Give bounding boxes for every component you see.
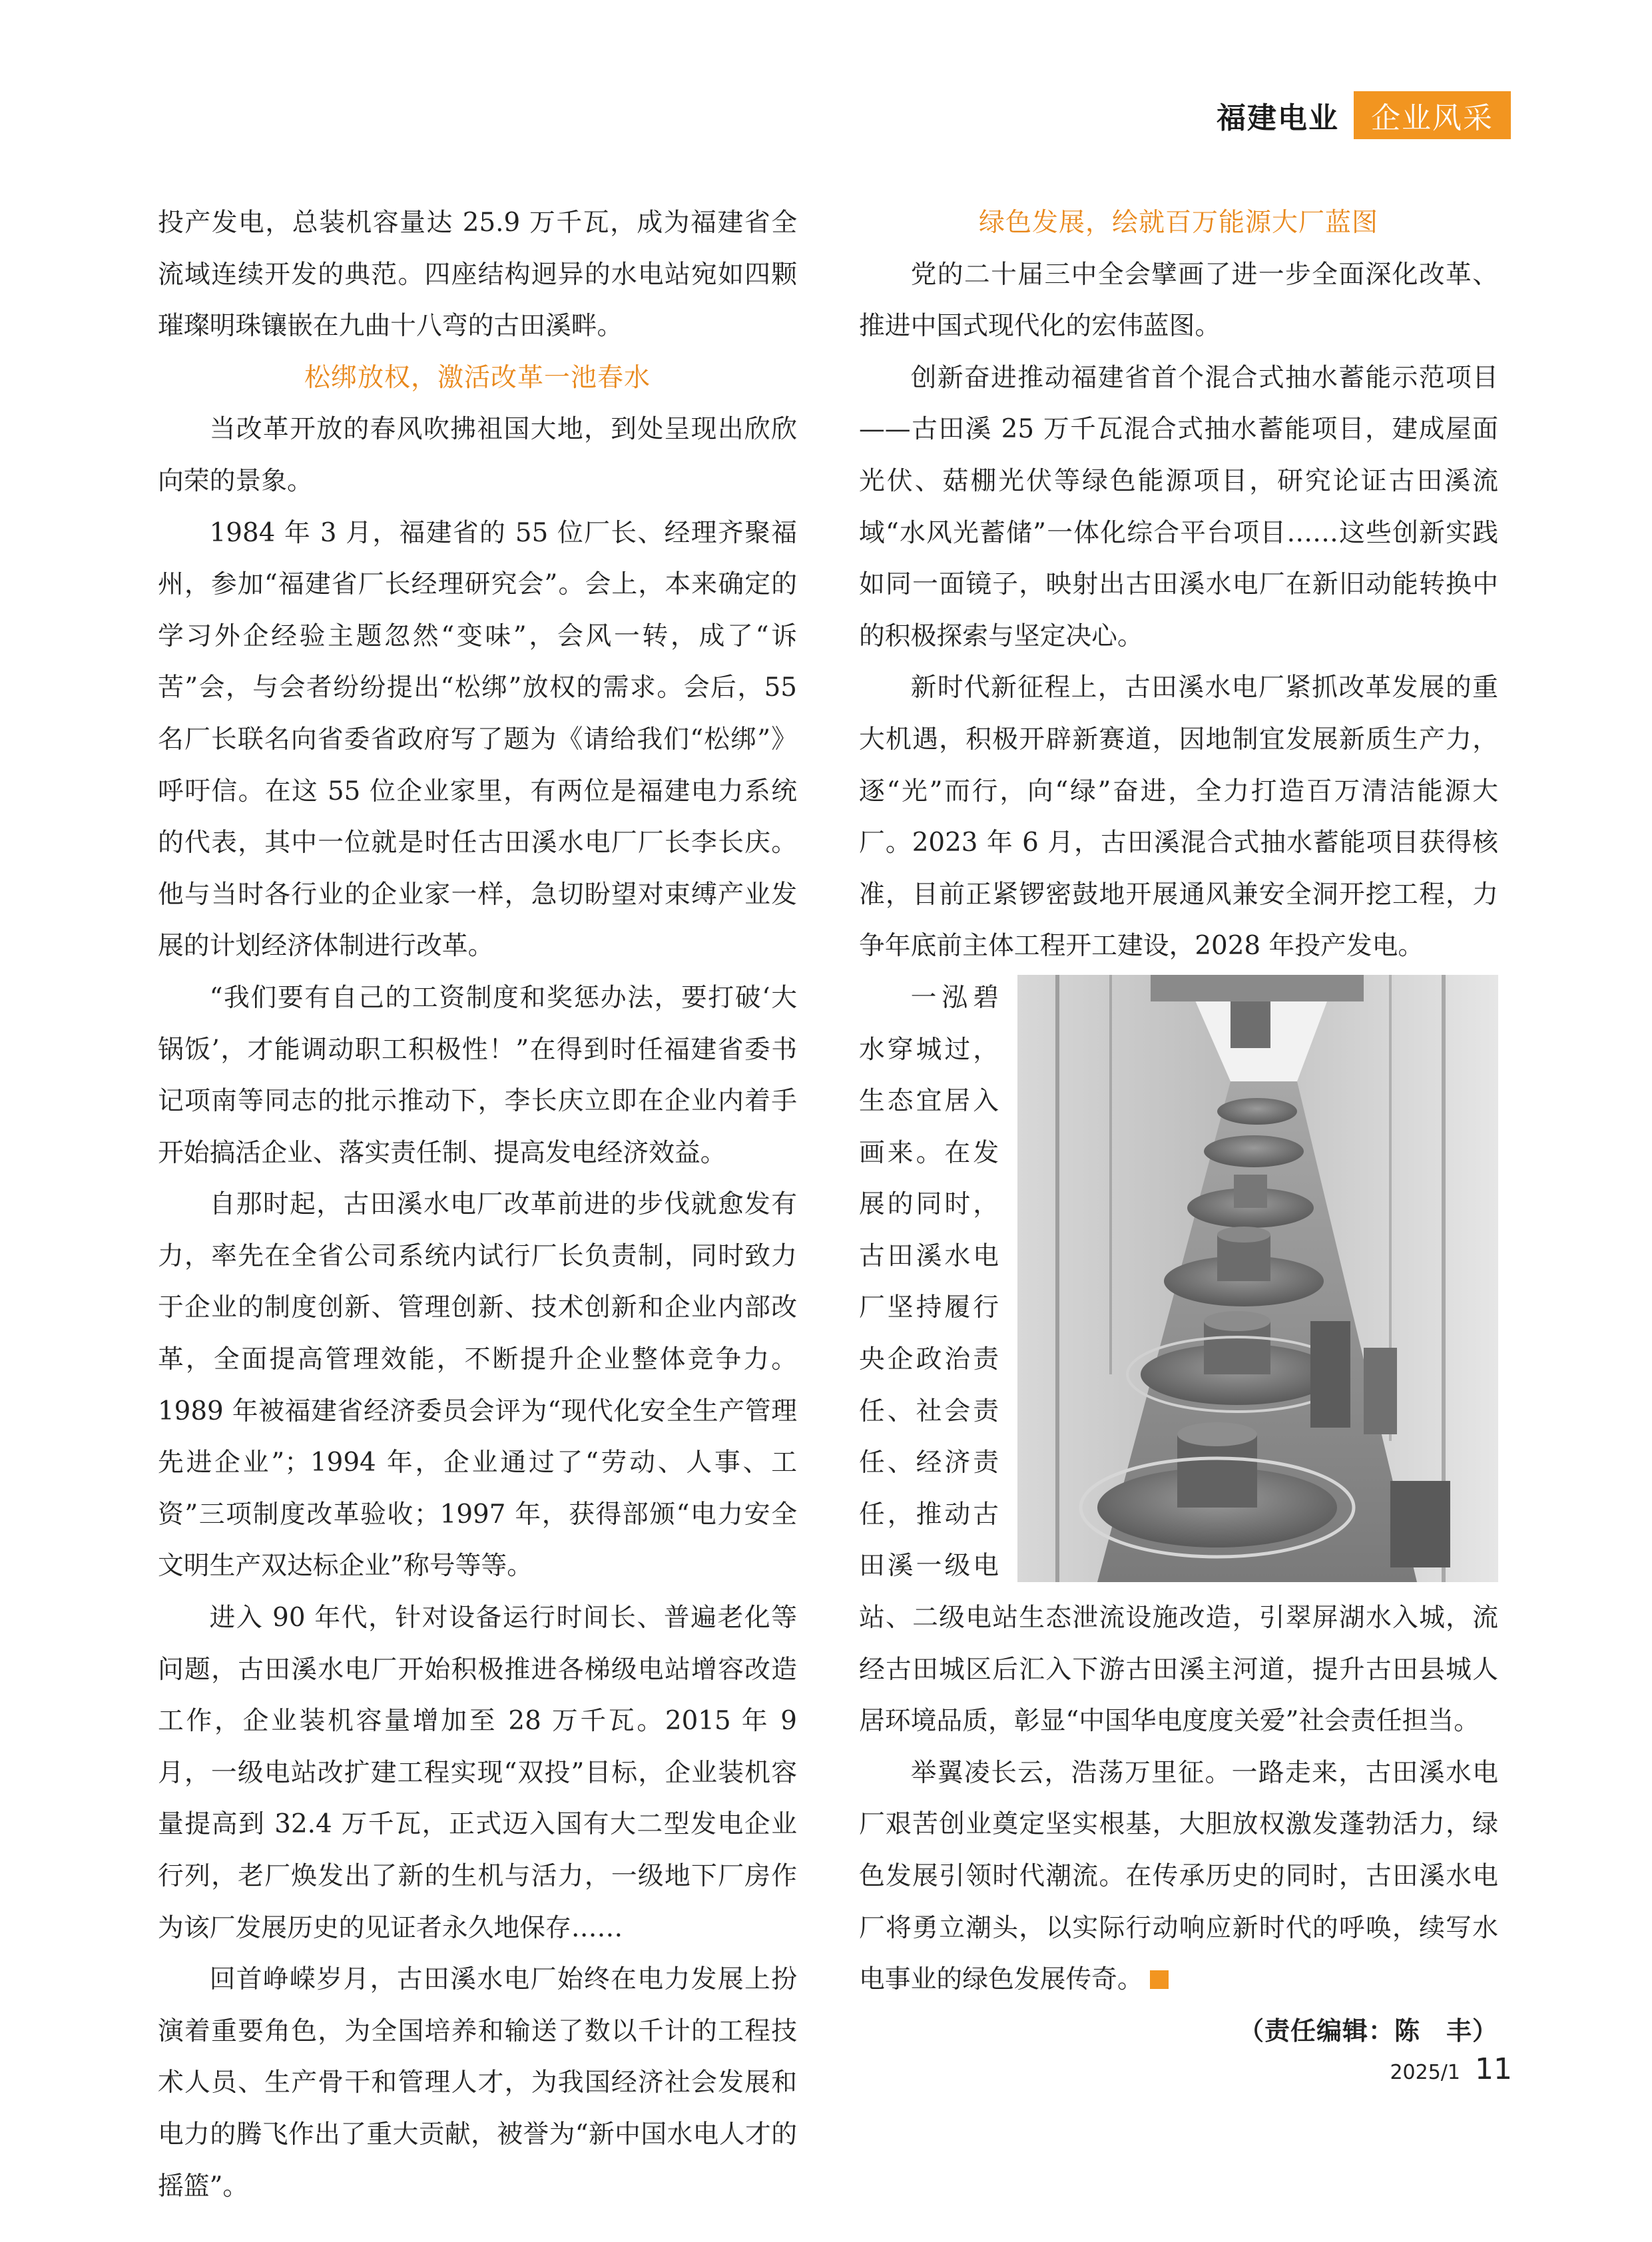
page-number: 11 (1475, 2052, 1512, 2086)
left-column (158, 197, 797, 2212)
paragraph (859, 1747, 1498, 2006)
paragraph-text: 举翼凌长云，浩荡万里征。一路走来，古田溪水电厂艰苦创业奠定坚实根基，大胆放权激发蓬勃活力，绿色发展引领时代潮流。在传承历史的同时，古田溪水电厂将勇立潮头，以实际行动响应新时代的呼唤，续写水电事业的绿色发展传奇。 (859, 1757, 1498, 1995)
paragraph: 进入 90 年代，针对设备运行时间长、普遍老化等问题，古田溪水电厂开始积极推进各梯级电站增容改造工作，企业装机容量增加至 28 万千瓦。2015 年 9 月，一级电站改扩建工程实现“双投”目标，企业装机容量提高到 32.4 万千瓦，正式迈入国有大二型发电企业行列，老厂焕发出了新的生机与活力，一级地下厂房作为该厂发展历史的见证者永久地保存…… (158, 1603, 797, 1943)
page-header (1217, 93, 1511, 137)
section-heading: 松绑放权，激活改革一池春水 (304, 362, 651, 393)
end-square-icon (1150, 1970, 1169, 1989)
page-footer (1390, 2052, 1512, 2086)
paragraph: 自那时起，古田溪水电厂改革前进的步伐就愈发有力，率先在全省公司系统内试行厂长负责制，同时致力于企业的制度创新、管理创新、技术创新和企业内部改革，全面提高管理效能，不断提升企业整体竞争力。1989 年被福建省经济委员会评为“现代化安全生产管理先进企业”；1994 年，企业通过了“劳动、人事、工资”三项制度改革验收；1997 年，获得部颁“电力安全文明生产双达标企业”称号等等。 (158, 1189, 797, 1581)
editor-credit: （责任编辑：陈 丰） (1238, 2016, 1498, 2046)
paragraph: 党的二十届三中全会擘画了进一步全面深化改革、推进中国式现代化的宏伟蓝图。 (859, 259, 1498, 342)
paragraph: “我们要有自己的工资制度和奖惩办法，要打破‘大锅饭’，才能调动职工积极性！”在得到时任福建省委书记项南等同志的批示推动下，李长庆立即在企业内着手开始搞活企业、落实责任制、提高发电经济效益。 (158, 982, 797, 1168)
paragraph: 当改革开放的春风吹拂祖国大地，到处呈现出欣欣向荣的景象。 (158, 414, 797, 496)
paragraph: 新时代新征程上，古田溪水电厂紧抓改革发展的重大机遇，积极开辟新赛道，因地制宜发展新质生产力，逐“光”而行，向“绿”奋进，全力打造百万清洁能源大厂。2023 年 6 月，古田溪混合式抽水蓄能项目获得核准，目前正紧锣密鼓地开展通风兼安全洞开挖工程，力争年底前主体工程开工建设，2028 年投产发电。 (859, 673, 1498, 962)
right-column (859, 197, 1498, 2057)
powerhouse-photo (1017, 975, 1498, 1582)
section-heading: 绿色发展，绘就百万能源大厂蓝图 (978, 208, 1378, 238)
paragraph: 回首峥嵘岁月，古田溪水电厂始终在电力发展上扮演着重要角色，为全国培养和输送了数以千计的工程技术人员、生产骨干和管理人才，为我国经济社会发展和电力的腾飞作出了重大贡献，被誉为“新中国水电人才的摇篮”。 (158, 1964, 797, 2201)
issue-number: 2025/1 (1390, 2061, 1460, 2084)
magazine-title: 福建电业 (1217, 101, 1339, 135)
section-badge: 企业风采 (1354, 91, 1511, 139)
paragraph: 1984 年 3 月，福建省的 55 位厂长、经理齐聚福州，参加“福建省厂长经理研究会”。会上，本来确定的学习外企经验主题忽然“变味”，会风一转，成了“诉苦”会，与会者纷纷提出“松绑”放权的需求。会后，55 名厂长联名向省委省政府写了题为《请给我们“松绑”》呼吁信。在这 55 位企业家里，有两位是福建电力系统的代表，其中一位就是时任古田溪水电厂厂长李长庆。他与当时各行业的企业家一样，急切盼望对束缚产业发展的计划经济体制进行改革。 (158, 517, 797, 962)
paragraph: 创新奋进推动福建省首个混合式抽水蓄能示范项目——古田溪 25 万千瓦混合式抽水蓄能项目，建成屋面光伏、菇棚光伏等绿色能源项目，研究论证古田溪流域“水风光蓄储”一体化综合平台项目……这些创新实践如同一面镜子，映射出古田溪水电厂在新旧动能转换中的积极探索与坚定决心。 (859, 362, 1498, 651)
paragraph: 一泓碧水穿城过，生态宜居入画来。在发展的同时，古田溪水电厂坚持履行央企政治责任、社会责任、经济责任，推动古田溪一级电站、二级电站生态泄流设施改造，引翠屏湖水入城，流经古田城区后汇入下游古田溪主河道，提升古田县城人居环境品质，彰显“中国华电度度关爱”社会责任担当。 (859, 982, 1498, 1737)
paragraph: 投产发电，总装机容量达 25.9 万千瓦，成为福建省全流域连续开发的典范。四座结构迥异的水电站宛如四颗璀璨明珠镶嵌在九曲十八弯的古田溪畔。 (158, 208, 797, 342)
